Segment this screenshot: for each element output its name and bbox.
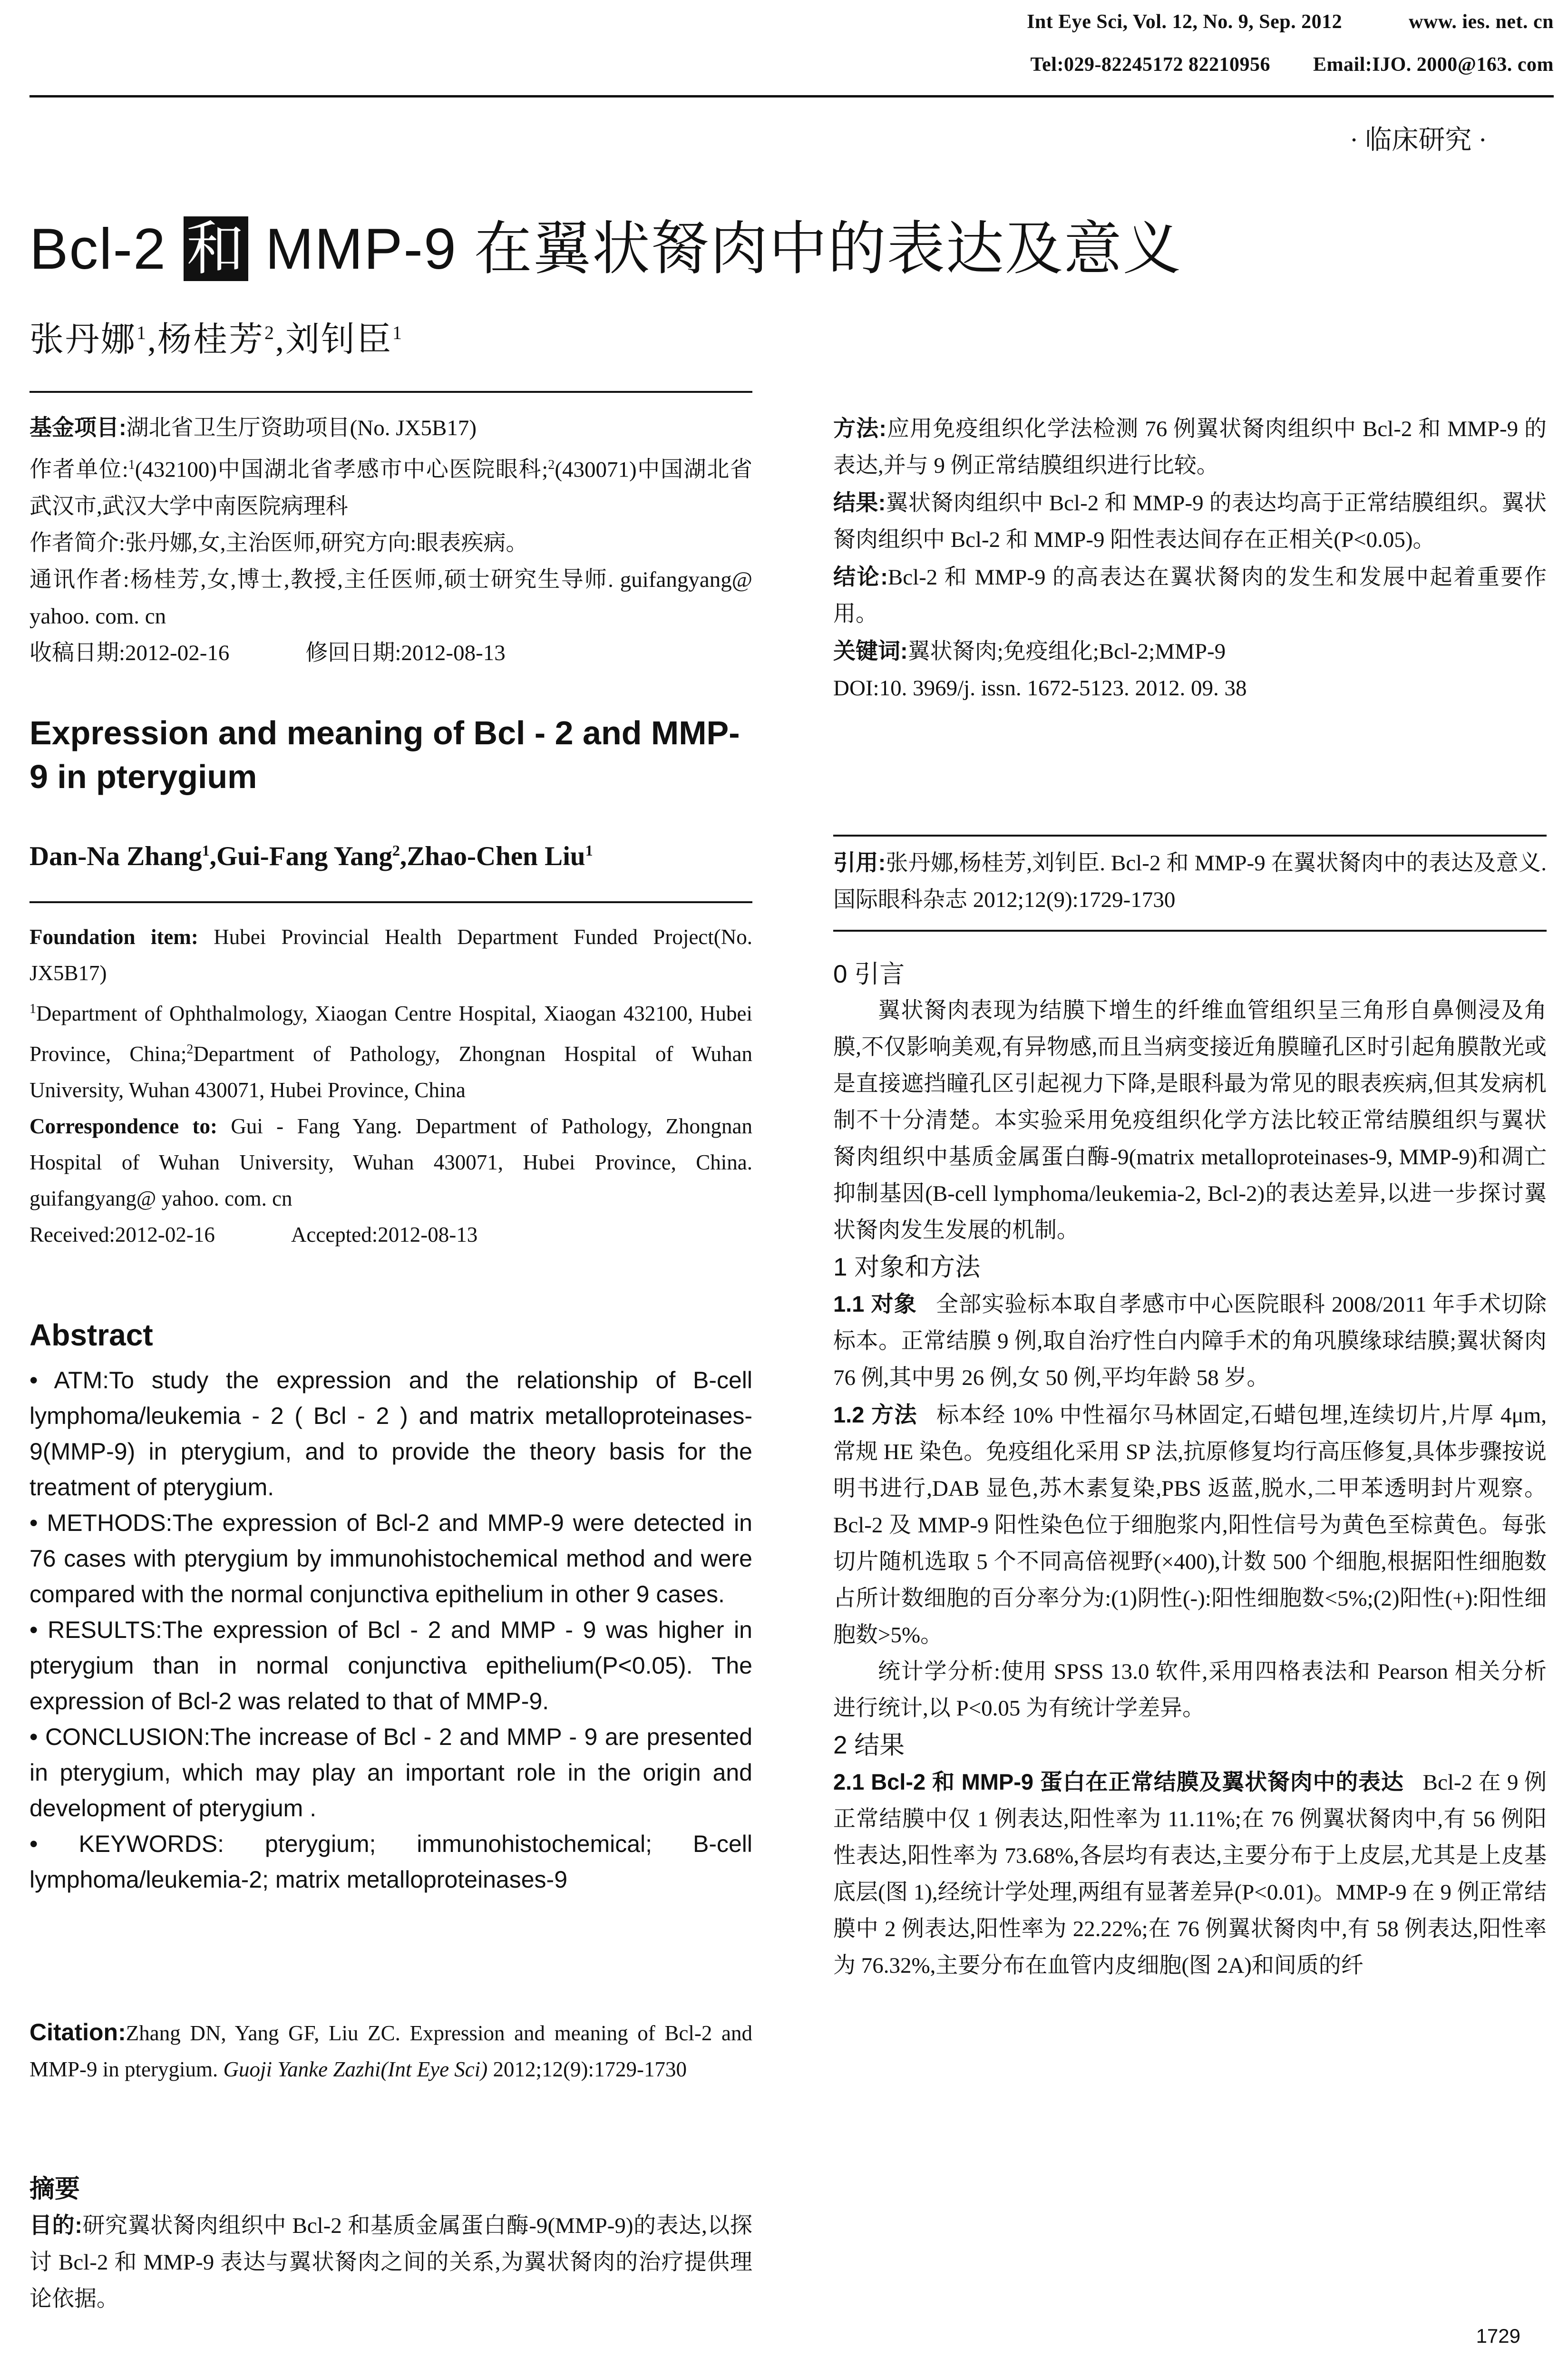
title-highlight: 和 bbox=[184, 216, 248, 281]
author-2: ,杨桂芳 bbox=[147, 321, 265, 359]
dates-zh bbox=[29, 635, 752, 672]
corr-en-label: Correspondence to: bbox=[29, 1114, 217, 1138]
abstract-zh-conclusion-text: Bcl-2 和 MMP-9 的高表达在翼状胬肉的发生和发展中起着重要作用。 bbox=[833, 565, 1547, 626]
unit-zh-1: (432100)中国湖北省孝感市中心医院眼科; bbox=[135, 457, 548, 482]
citation-en bbox=[29, 2014, 752, 2087]
section-1-1 bbox=[833, 1286, 1547, 1396]
abstract-en-results: • RESULTS:The expression of Bcl - 2 and MMP - 9 was higher in pterygium than in normal conjunctiva epithelium(P<0.05). The expression of Bcl-2 was related to that of MMP-9. bbox=[29, 1617, 752, 1715]
journal-header-line-2 bbox=[1031, 53, 1554, 76]
abstract-zh-keywords bbox=[833, 633, 1547, 670]
statistics-paragraph: 统计学分析:使用 SPSS 13.0 软件,采用四格表法和 Pearson 相关分析进行统计,以 P<0.05 为有统计学差异。 bbox=[833, 1659, 1547, 1721]
intro-zh-text: 张丹娜,女,主治医师,研究方向:眼表疾病。 bbox=[125, 530, 528, 555]
doi: DOI:10. 3969/j. issn. 1672-5123. 2012. 09. 38 bbox=[833, 676, 1247, 701]
abstract-zh-results-label: 结果: bbox=[833, 490, 886, 515]
abstract-zh-conclusion-label: 结论: bbox=[833, 564, 888, 589]
section-1-2-label: 1.2 方法 bbox=[833, 1402, 918, 1427]
section-0-heading: 0 引言 bbox=[833, 960, 905, 988]
citation-en-label: Citation: bbox=[29, 2019, 126, 2046]
intro-zh bbox=[29, 525, 752, 562]
citation-en-text1: Zhang DN, Yang GF, Liu ZC. Expression and meaning of Bcl-2 and MMP-9 in pterygium. bbox=[29, 2021, 752, 2081]
corr-zh-text: 杨桂芳,女,博士,教授,主任医师,硕士研究生导师. guifangyang@ yahoo. com. cn bbox=[29, 567, 752, 629]
abstract-en-conclusion: • CONCLUSION:The increase of Bcl - 2 and MMP - 9 are presented in pterygium, which may play an important role in the origin and development of pterygium . bbox=[29, 1724, 752, 1822]
abstract-zh-conclusion bbox=[833, 558, 1547, 633]
author-2-aff: 2 bbox=[264, 322, 276, 343]
author-en-2: ,Gui-Fang Yang bbox=[209, 841, 392, 871]
abstract-zh-heading: 摘要 bbox=[29, 2175, 80, 2203]
title-en: Expression and meaning of Bcl - 2 and MMP-9 in pterygium bbox=[29, 714, 740, 795]
section-1-1-text: 全部实验标本取自孝感市中心医院眼科 2008/2011 年手术切除标本。正常结膜 9 例,取自治疗性白内障手术的角巩膜缘球结膜;翼状胬肉 76 例,其中男 26 例,女 50 例,平均年龄 58 岁。 bbox=[833, 1292, 1547, 1390]
abstract-en-heading: Abstract bbox=[29, 1318, 153, 1352]
dept-en-1: Department of Ophthalmology, Xiaogan Centre Hospital, Xiaogan 432100, Hubei Province, China; bbox=[29, 1002, 752, 1066]
journal-email: Email:IJO. 2000@163. com bbox=[1313, 54, 1554, 76]
author-1-aff: 1 bbox=[136, 322, 148, 343]
dates-en bbox=[29, 1217, 752, 1253]
fund-zh bbox=[29, 409, 752, 447]
doi-rule bbox=[833, 835, 1547, 837]
unit-zh-2: (430071)中国湖北省武汉市,武汉大学中南医院病理科 bbox=[29, 457, 753, 519]
section-0-paragraph: 翼状胬肉表现为结膜下增生的纤维血管组织呈三角形自鼻侧浸及角膜,不仅影响美观,有异物感,而且当病变接近角膜瞳孔区时引起角膜散光或是直接遮挡瞳孔区引起视力下降,是眼科最为常见的眼表疾病,但其发病机制不十分清楚。本实验采用免疫组织化学方法比较正常结膜组织与翼状胬肉组织中基质金属蛋白酶-9(matrix metalloproteinases-9, MMP-9)和凋亡抑制基因(B-cell lymphoma/leukemia-2, Bcl-2)的表达差异,以进一步探讨翼状胬肉发生发展的机制。 bbox=[833, 998, 1547, 1243]
author-en-1: Dan-Na Zhang bbox=[29, 841, 202, 871]
author-en-1-aff: 1 bbox=[202, 842, 210, 859]
dept-en-sup1: 1 bbox=[29, 1002, 36, 1016]
author-3: ,刘钊臣 bbox=[275, 321, 393, 359]
corr-zh-label: 通讯作者: bbox=[29, 567, 129, 592]
author-en-3: ,Zhao-Chen Liu bbox=[400, 841, 585, 871]
abstract-zh-right bbox=[833, 410, 1547, 707]
fund-en-text: Hubei Provincial Health Department Funded Project(No. JX5B17) bbox=[29, 925, 752, 985]
section-2-heading: 2 结果 bbox=[833, 1731, 905, 1759]
abstract-en-body bbox=[29, 1363, 752, 1898]
citation-zh-label: 引用: bbox=[833, 850, 886, 875]
title-part-1: Bcl-2 bbox=[29, 216, 184, 281]
unit-zh-sup1: 1 bbox=[128, 458, 135, 472]
section-1-2-text: 标本经 10% 中性福尔马林固定,石蜡包埋,连续切片,片厚 4μm,常规 HE 染色。免疫组化采用 SP 法,抗原修复均行高压修复,具体步骤按说明书进行,DAB 显色,苏木素复染,PBS 返蓝,脱水,二甲苯透明封片观察。Bcl-2 及 MMP-9 阳性染色位于细胞浆内,阳性信号为黄色至棕黄色。每张切片随机选取 5 个不同高倍视野(×400),计数 500 个细胞,根据阳性细胞数占所计数细胞的百分率分为:(1)阴性(-):阳性细胞数<5%;(2)阳性(+):阳性细胞数>5%。 bbox=[833, 1403, 1547, 1647]
citation-en-journal: Guoji Yanke Zazhi(Int Eye Sci) bbox=[223, 2057, 488, 2081]
abstract-zh-methods-text: 应用免疫组织化学法检测 76 例翼状胬肉组织中 Bcl-2 和 MMP-9 的表达,并与 9 例正常结膜组织进行比较。 bbox=[833, 417, 1547, 478]
accepted-en: Accepted:2012-08-13 bbox=[291, 1223, 478, 1247]
section-1-2 bbox=[833, 1396, 1547, 1654]
citation-zh-rule bbox=[833, 930, 1547, 932]
abstract-zh-aim bbox=[29, 2207, 752, 2318]
fund-en bbox=[29, 919, 752, 991]
meta-zh-block bbox=[29, 409, 752, 672]
corr-zh bbox=[29, 562, 752, 635]
abstract-en-aim: • ATM:To study the expression and the relationship of B-cell lymphoma/leukemia - 2 ( Bcl - 2 ) and matrix metalloproteinases-9(MMP-9) in pterygium, and to provide the theory basis for the treatment of pterygium. bbox=[29, 1367, 752, 1500]
corr-en-text: Gui - Fang Yang. Department of Pathology, Zhongnan Hospital of Wuhan University, Wuhan 430071, Hubei Province, China. guifangyang@ yahoo. com. cn bbox=[29, 1114, 752, 1210]
authors-en-rule bbox=[29, 901, 752, 903]
authors-en bbox=[29, 841, 752, 872]
abstract-en-methods: • METHODS:The expression of Bcl-2 and MMP-9 were detected in 76 cases with pterygium by immunohistochemical method and were compared with the normal conjunctiva epithelium in other 9 cases. bbox=[29, 1510, 752, 1607]
journal-tel: Tel:029-82245172 82210956 bbox=[1030, 54, 1270, 76]
abstract-zh-keywords-label: 关键词: bbox=[833, 638, 908, 663]
fund-en-label: Foundation item: bbox=[29, 925, 198, 949]
author-1: 张丹娜 bbox=[29, 321, 137, 359]
author-en-3-aff: 1 bbox=[585, 842, 593, 859]
intro-zh-label: 作者简介: bbox=[29, 530, 126, 555]
received-zh: 收稿日期:2012-02-16 bbox=[29, 640, 230, 665]
corr-en bbox=[29, 1108, 752, 1217]
section-tag: · 临床研究 · bbox=[1349, 126, 1487, 155]
dept-en-sup2: 2 bbox=[186, 1042, 194, 1057]
abstract-zh-keywords-text: 翼状胬肉;免疫组化;Bcl-2;MMP-9 bbox=[907, 639, 1226, 664]
journal-header-line-1 bbox=[1027, 10, 1554, 33]
body-right bbox=[833, 956, 1547, 1984]
abstract-en-keywords: • KEYWORDS: pterygium; immunohistochemical; B-cell lymphoma/leukemia-2; matrix metalloproteinases-9 bbox=[29, 1831, 752, 1893]
author-3-aff: 1 bbox=[392, 322, 404, 343]
authors-zh bbox=[29, 312, 403, 361]
section-2-1-text: Bcl-2 在 9 例正常结膜中仅 1 例表达,阳性率为 11.11%;在 76 例翼状胬肉中,有 56 例阳性表达,阳性率为 73.68%,各层均有表达,主要分布于上皮层,尤其是上皮基底层(图 1),经统计学处理,两组有显著差异(P<0.01)。MMP-9 在 9 例正常结膜中 2 例表达,阳性率为 22.22%;在 76 例翼状胬肉中,有 58 例表达,阳性率为 76.32%,主要分布在血管内皮细胞(图 2A)和间质的纤 bbox=[833, 1770, 1547, 1978]
fund-zh-text: 湖北省卫生厅资助项目(No. JX5B17) bbox=[126, 416, 477, 440]
citation-zh-text: 张丹娜,杨桂芳,刘钊臣. Bcl-2 和 MMP-9 在翼状胬肉中的表达及意义. 国际眼科杂志 2012;12(9):1729-1730 bbox=[833, 851, 1547, 912]
revised-zh: 修回日期:2012-08-13 bbox=[305, 640, 506, 665]
left-col-rule bbox=[29, 391, 752, 393]
abstract-zh-methods bbox=[833, 410, 1547, 484]
dept-en bbox=[29, 991, 752, 1108]
abstract-zh-aim-text: 研究翼状胬肉组织中 Bcl-2 和基质金属蛋白酶-9(MMP-9)的表达,以探讨 Bcl-2 和 MMP-9 表达与翼状胬肉之间的关系,为翼状胬肉的治疗提供理论依据。 bbox=[29, 2213, 752, 2311]
journal-citation: Int Eye Sci, Vol. 12, No. 9, Sep. 2012 bbox=[1027, 11, 1343, 33]
page-number: 1729 bbox=[1476, 2325, 1520, 2347]
header-rule bbox=[29, 95, 1554, 97]
dept-en-2: Department of Pathology, Zhongnan Hospital of Wuhan University, Wuhan 430071, Hubei Province, China bbox=[29, 1042, 752, 1102]
section-1-heading: 1 对象和方法 bbox=[833, 1253, 981, 1281]
abstract-zh-results-text: 翼状胬肉组织中 Bcl-2 和 MMP-9 的表达均高于正常结膜组织。翼状胬肉组织中 Bcl-2 和 MMP-9 阳性表达间存在正相关(P<0.05)。 bbox=[833, 491, 1547, 552]
unit-zh-sup2: 2 bbox=[548, 458, 555, 472]
journal-website: www. ies. net. cn bbox=[1409, 11, 1554, 33]
citation-zh bbox=[833, 844, 1547, 918]
meta-en-block bbox=[29, 919, 752, 1253]
section-1-1-label: 1.1 对象 bbox=[833, 1291, 917, 1316]
author-en-2-aff: 2 bbox=[392, 842, 400, 859]
page-title bbox=[29, 202, 1182, 285]
title-part-2: MMP-9 在翼状胬肉中的表达及意义 bbox=[248, 216, 1182, 281]
citation-en-text2: 2012;12(9):1729-1730 bbox=[487, 2057, 687, 2081]
abstract-zh-aim-label: 目的: bbox=[29, 2212, 82, 2238]
section-2-1-label: 2.1 Bcl-2 和 MMP-9 蛋白在正常结膜及翼状胬肉中的表达 bbox=[833, 1769, 1404, 1794]
section-2-1 bbox=[833, 1763, 1547, 1984]
abstract-zh-results bbox=[833, 484, 1547, 558]
unit-zh bbox=[29, 447, 752, 525]
unit-zh-label: 作者单位: bbox=[29, 457, 128, 482]
fund-zh-label: 基金项目: bbox=[29, 415, 127, 440]
abstract-zh-methods-label: 方法: bbox=[833, 416, 886, 441]
received-en: Received:2012-02-16 bbox=[29, 1223, 215, 1247]
